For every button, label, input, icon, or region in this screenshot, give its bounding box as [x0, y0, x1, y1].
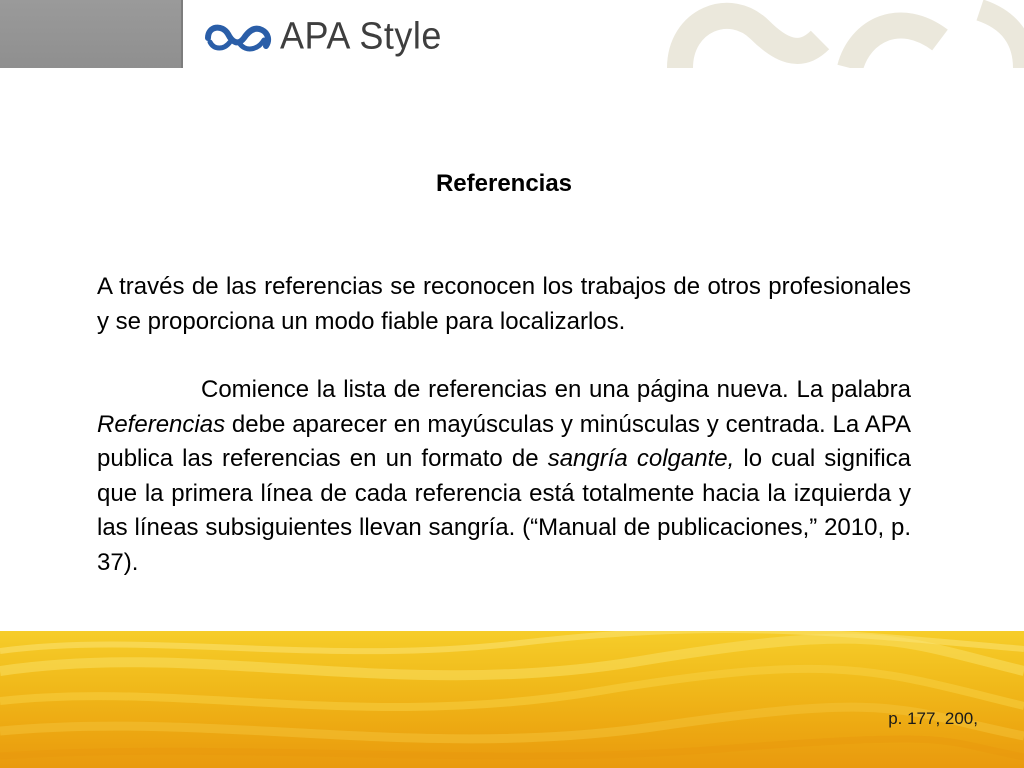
paragraph-main-italic-referencias: Referencias	[97, 410, 226, 438]
header-bar	[0, 0, 1024, 68]
logo-text: APA Style	[280, 13, 442, 58]
paragraph-intro: A través de las referencias se reconocen los trabajos de otros profesionales y se proporciona un modo fiable para localizarlos.	[97, 273, 911, 335]
footer-texture	[0, 631, 1024, 768]
apa-wave-logo-icon	[204, 16, 276, 56]
header-watermark	[640, 0, 1024, 68]
header-gray-block	[0, 0, 183, 68]
apa-style-logo	[204, 14, 442, 58]
paragraph-main-italic-sangria: sangría colgante,	[547, 445, 735, 472]
paragraph-main	[97, 373, 911, 580]
paragraph-main-part1: Comience la lista de referencias en una página nueva. La palabra	[201, 376, 911, 403]
footer-band	[0, 631, 1024, 768]
slide-title: Referencias	[435, 170, 573, 197]
body-text	[97, 270, 911, 580]
page-reference: p. 177, 200,	[888, 709, 978, 728]
paragraph-main-part3: lo cual significa que la primera línea de cada referencia está totalmente hacia la izquierda y las líneas subsiguientes llevan sangría. (“Manual de publicaciones,” 2010, p. 37).	[97, 445, 912, 576]
paragraph-main-part2: debe aparecer en mayúsculas y minúsculas y centrada. La APA publica las referencias en un formato de	[97, 410, 911, 472]
